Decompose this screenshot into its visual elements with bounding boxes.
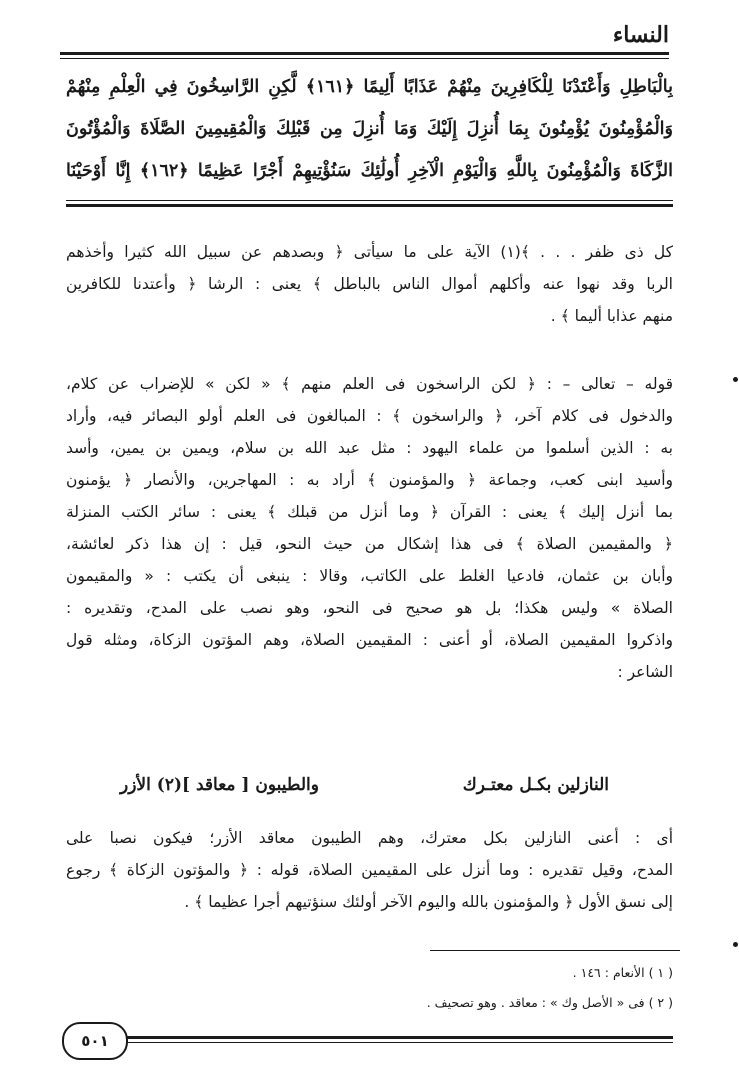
verses-separator-thin [66,200,673,201]
margin-mark [733,942,738,947]
text-line: الربا وقد نهوا عنه وأكلهم أموال الناس بالباطل ﴾ يعنى : الرشا ﴿ وأعتدنا للكافرين [66,275,673,293]
text-line: المدح، وقيل تقديره : وما أنزل على المقيمين الصلاة، قوله : ﴿ والمؤتون الزكاة ﴾ رجوع [66,861,673,879]
text-line: والدخول فى كلام آخر، ﴿ والراسخون ﴾ : المبالغون فى العلم أولو البصائر فيه، وأراد [66,407,673,425]
quran-line: بِالْبَاطِلِ وَأَعْتَدْنَا لِلْكَافِرِينَ مِنْهُمْ عَذَابًا أَلِيمًا ﴿١٦١﴾ لَّكِنِ الرَّاسِخُونَ فِي الْعِلْمِ مِنْهُمْ [66,77,673,97]
commentary-paragraph-3 [66,822,673,918]
surah-title: النساء [612,22,669,48]
commentary-paragraph-1 [66,236,673,332]
text-line: وأسيد ابنى كعب، وجماعة ﴿ والمؤمنون ﴾ أراد به : المهاجرين، والأنصار ﴿ يؤمنون [66,471,673,489]
poetry-verse [120,775,609,795]
page-footer [50,1020,673,1060]
footnotes [66,958,673,1018]
verse-first-hemistich: النازلين بكـل معتـرك [462,775,609,795]
page-number: ٥٠١ [62,1022,128,1060]
text-line: قوله – تعالى – : ﴿ لكن الراسخون فى العلم منهم ﴾ « لكن » للإضراب عن كلام، [66,375,673,393]
footnote-separator [430,950,680,951]
verses-separator-thick [66,204,673,207]
page-header [60,18,669,58]
text-line: ﴿ والمقيمين الصلاة ﴾ فى هذا إشكال من حيث النحو، قيل : إن هذا ذكر لعائشة، [66,535,673,553]
text-line: الشاعر : [617,663,673,681]
text-line: أى : أعنى النازلين بكل معترك، وهم الطيبون معاقد الأزر؛ فيكون نصبا على [66,829,673,847]
text-line: إلى نسق الأول ﴿ والمؤمنون بالله واليوم الآخر أولئك سنؤتيهم أجرا عظيما ﴾ . [184,893,673,911]
footnote-2: ( ٢ ) فى « الأصل وك » : معاقد . وهو تصحيف . [426,995,673,1010]
text-line: كل ذى ظفر . . . ﴾(١) الآية على ما سيأتى ﴿ وبصدهم عن سبيل الله كثيرا وأخذهم [66,243,673,261]
text-line: الصلاة » وليس هكذا؛ بل هو صحيح فى النحو، وهو نصب على المدح، وتقديره : [66,599,673,617]
text-line: منهم عذابا أليما ﴾ . [550,307,673,325]
verse-second-hemistich: والطيبون [ معاقد ](٢) الأزر [120,775,319,795]
header-rule-thin [60,58,669,59]
header-rule-thick [60,52,669,55]
footer-rule-thick [126,1036,673,1039]
margin-mark [733,377,738,382]
quran-verses-block [66,66,673,192]
quran-line: وَالْمُؤْمِنُونَ يُؤْمِنُونَ بِمَا أُنزِلَ إِلَيْكَ وَمَا أُنزِلَ مِن قَبْلِكَ وَالْمُقِيمِينَ الصَّلَاةَ وَالْمُؤْتُونَ [66,119,673,139]
commentary-paragraph-2 [66,368,673,688]
text-line: به : الذين أسلموا من علماء اليهود : مثل عبد الله بن سلام، ويمين بن يمين، وأسد [66,439,673,457]
quran-line: الزَّكَاةَ وَالْمُؤْمِنُونَ بِاللَّهِ وَالْيَوْمِ الْآخِرِ أُولَٰئِكَ سَنُؤْتِيهِمْ أَجْرًا عَظِيمًا ﴿١٦٢﴾ إِنَّا أَوْحَيْنَا [66,161,673,181]
text-line: واذكروا المقيمين الصلاة، أو أعنى : المقيمين الصلاة، وهم المؤتون الزكاة، ومثله قول [66,631,673,649]
footer-rule-thin [126,1042,673,1043]
text-line: بما أنزل إليك ﴾ يعنى : القرآن ﴿ وما أنزل من قبلك ﴾ يعنى : سائر الكتب المنزلة [66,503,673,521]
text-line: وأبان بن عثمان، فادعيا الغلط على الكاتب، وقالا : ينبغى أن يكتب : « والمقيمون [66,567,673,585]
footnote-1: ( ١ ) الأنعام : ١٤٦ . [572,965,673,980]
